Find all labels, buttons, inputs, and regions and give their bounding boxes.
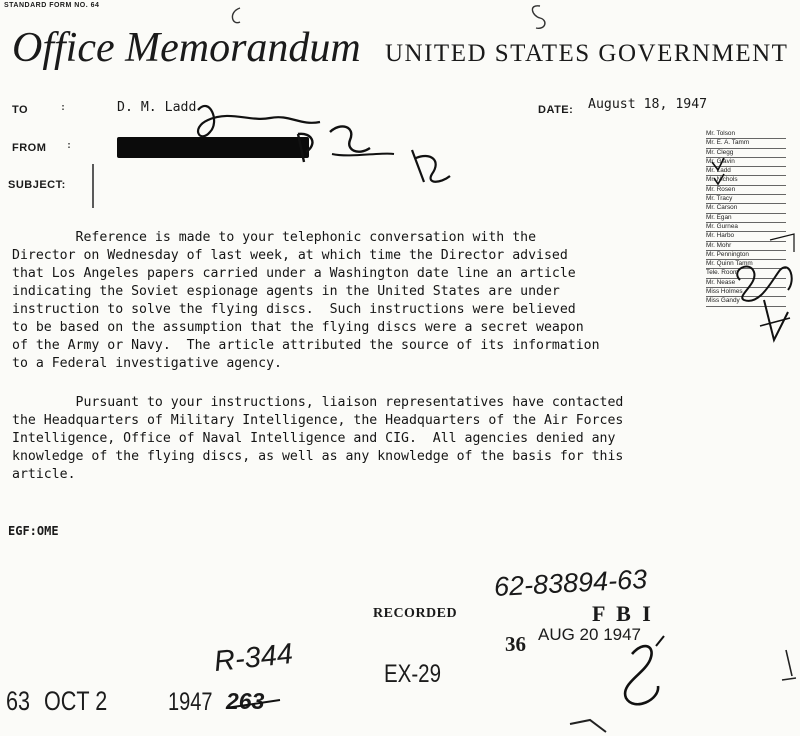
recorded-stamp: RECORDED xyxy=(373,606,458,621)
body-paragraph-2: Pursuant to your instructions, liaison representatives have contacted the Headquarters of Military Intelligence, the Headquarters of the Air Forces Intelligence, Office of Naval Intelligence and CIG. All agencies denied any knowledge of the flying discs, as well as any knowledge of the basis for this article. xyxy=(12,395,624,482)
routing-item: Mr. Clegg xyxy=(706,149,786,158)
routing-item: Mr. Pennington xyxy=(706,251,786,260)
routing-item: Mr. Harbo xyxy=(706,232,786,241)
reference-initials: EGF:OME xyxy=(8,524,59,538)
indexed-date: OCT 2 xyxy=(44,686,108,716)
routing-item: Mr. Rosen xyxy=(706,186,786,195)
routing-item: Mr. Tolson xyxy=(706,130,786,139)
fbi-stamp: F B I xyxy=(592,601,654,626)
routing-item: Tele. Room xyxy=(706,269,786,278)
handwritten-r-number: R-344 xyxy=(212,637,295,679)
routing-item: Mr. Carson xyxy=(706,204,786,213)
routing-item: Mr. Glavin xyxy=(706,158,786,167)
indexed-prefix: 63 xyxy=(6,686,31,716)
routing-item: Miss Gandy xyxy=(706,297,786,306)
date-label: DATE: xyxy=(538,104,574,116)
routing-item: Mr. Nease xyxy=(706,279,786,288)
subject-label: SUBJECT: xyxy=(8,179,66,191)
routing-item: Mr. Ladd xyxy=(706,167,786,176)
handwritten-signature xyxy=(180,92,480,202)
strike-263 xyxy=(224,692,284,722)
routing-item: Mr. Gurnea xyxy=(706,223,786,232)
memo-title: Office Memorandum xyxy=(12,25,361,71)
lower-right-scrawl xyxy=(560,620,800,736)
routing-item: Mr. Mohr xyxy=(706,242,786,251)
routing-checkmarks xyxy=(700,140,800,360)
received-date-stamp: AUG 20 1947 xyxy=(538,625,642,644)
routing-item: Mr. E. A. Tamm xyxy=(706,139,786,148)
routing-item: Mr. Quinn Tamm xyxy=(706,260,786,269)
routing-item: Mr. Tracy xyxy=(706,195,786,204)
to-value: D. M. Ladd xyxy=(117,100,197,115)
from-label: FROM xyxy=(12,142,47,154)
routing-item: Miss Holmes xyxy=(706,288,786,297)
form-number: STANDARD FORM NO. 64 xyxy=(4,2,100,9)
top-marks xyxy=(0,0,800,40)
agency-name: UNITED STATES GOVERNMENT xyxy=(385,40,789,67)
to-label: TO xyxy=(12,104,29,116)
handwritten-263: 263 xyxy=(226,688,265,714)
date-value: August 18, 1947 xyxy=(588,97,708,112)
received-prefix: 36 xyxy=(505,632,526,656)
ex-stamp: EX-29 xyxy=(384,660,441,688)
routing-item: Mr. Egan xyxy=(706,214,786,223)
indexed-year: 1947 xyxy=(168,688,213,716)
file-number: 62-83894-63 xyxy=(493,564,648,602)
routing-item: Mr. Nichols xyxy=(706,176,786,185)
body-paragraph-1: Reference is made to your telephonic conversation with the Director on Wednesday of last week, at which time the Director advised that Los Angeles papers carried under a Washington date line an article indicating the Soviet espionage agents in the United States are under instruction to solve the flying discs. Such instructions were believed to be based on the assumption that the flying discs were a secret weapon of the Army or Navy. The article attributed the source of its information to a Federal investigative agency. xyxy=(12,230,600,371)
subject-mark xyxy=(88,162,98,212)
